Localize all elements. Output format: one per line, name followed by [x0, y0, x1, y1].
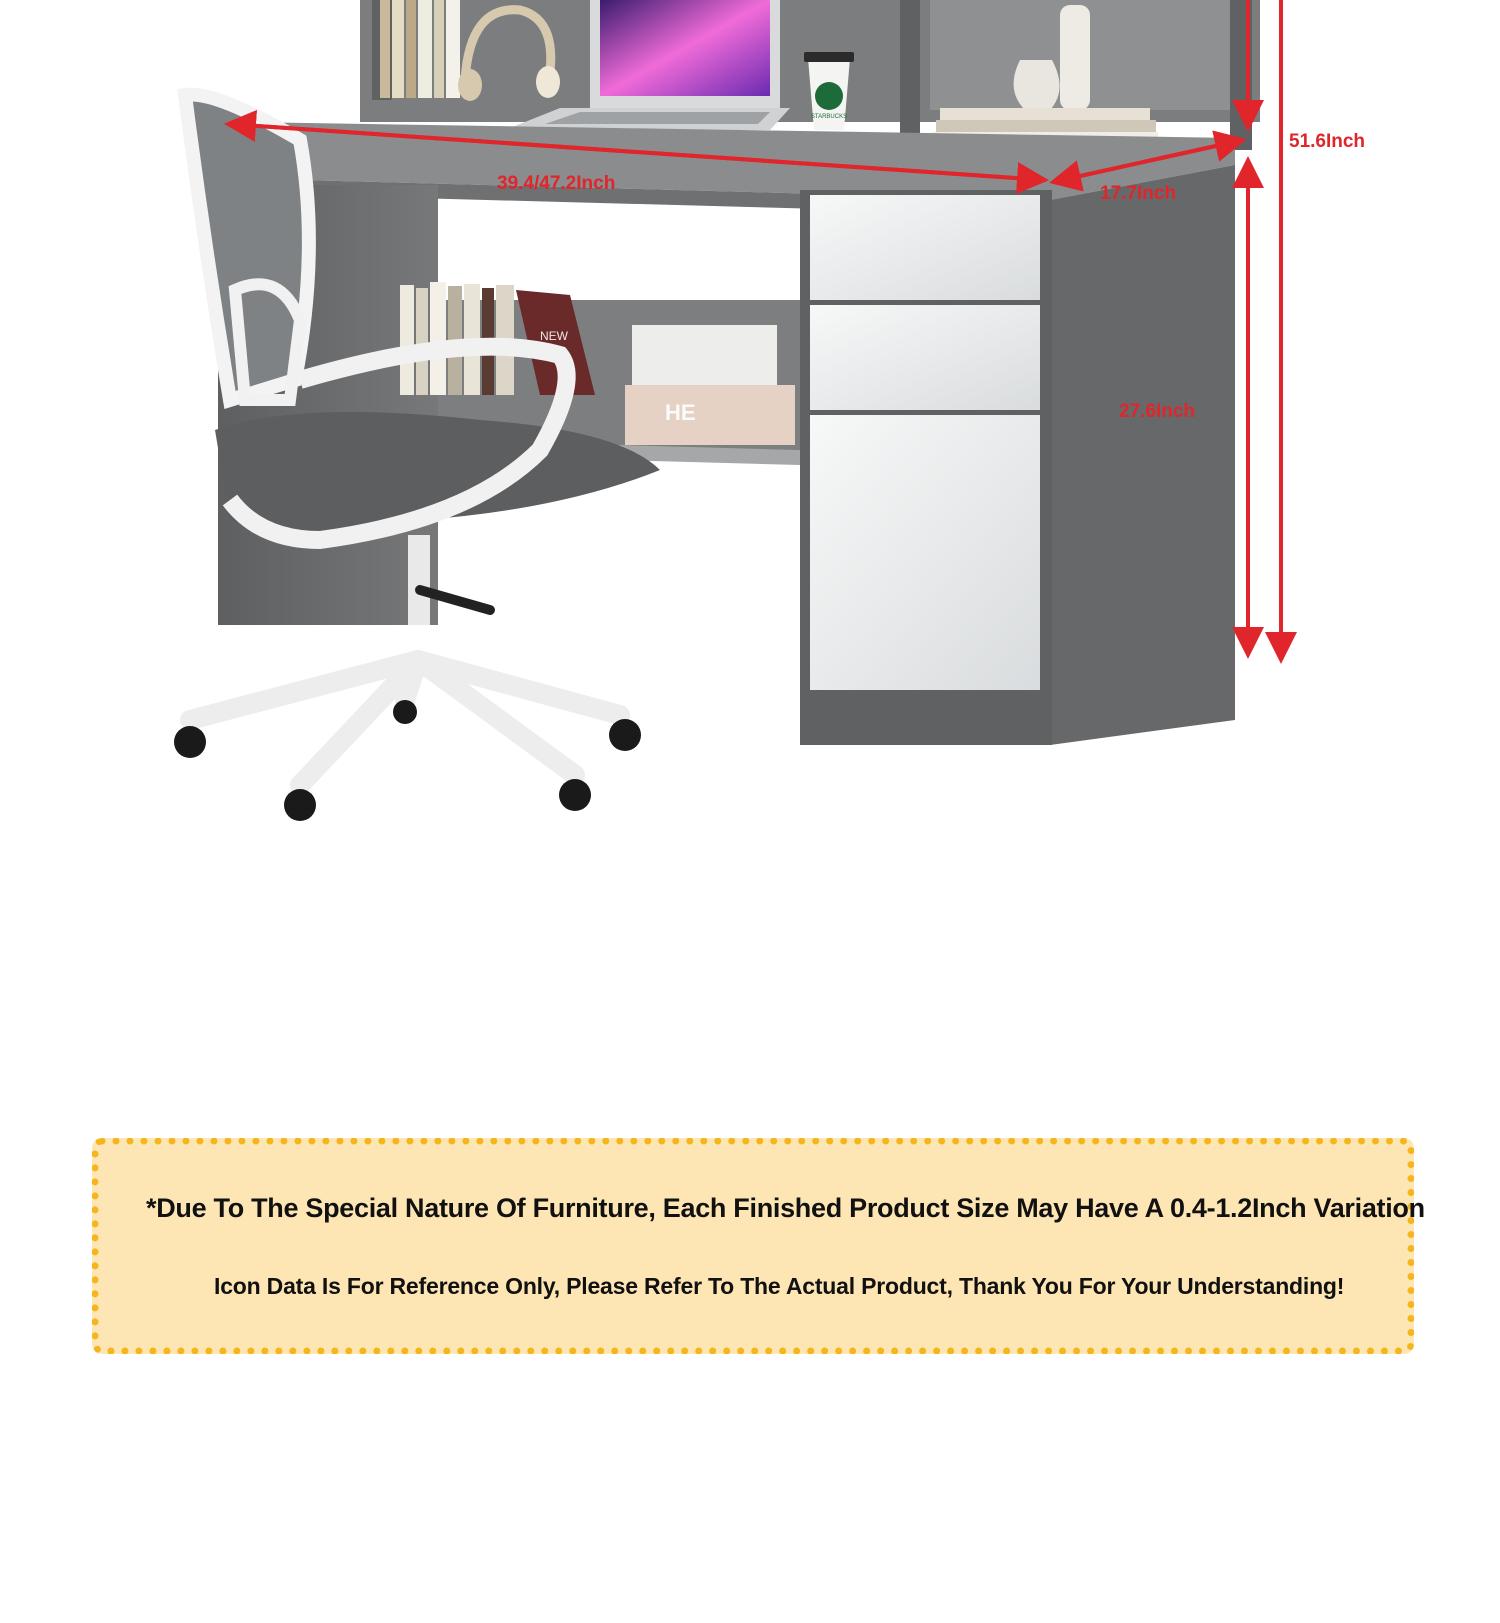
- cup-brand: STARBUCKS: [810, 114, 848, 120]
- storage-boxes: [625, 325, 795, 445]
- notice-reference-text: Icon Data Is For Reference Only, Please Refer To The Actual Product, Thank You For Your Understanding!: [214, 1273, 1345, 1299]
- total-height-dimension-label: 51.6Inch: [1289, 131, 1366, 152]
- drawer-bottom: [810, 415, 1040, 690]
- drawer-top: [810, 195, 1040, 300]
- desk-right-body: [1050, 165, 1235, 745]
- box-text: HE: [665, 400, 696, 425]
- shelf-book-text: NEW: [540, 329, 568, 343]
- hutch-books: [380, 0, 460, 98]
- desk-height-dimension-label: 27.6Inch: [1119, 401, 1196, 422]
- drawers: [810, 195, 1040, 690]
- coffee-cup: [804, 52, 854, 130]
- width-dimension-label: 39.4/47.2Inch: [497, 173, 616, 194]
- size-variation-notice: [92, 1138, 1414, 1354]
- drawer-middle: [810, 305, 1040, 410]
- notice-variation-text: *Due To The Special Nature Of Furniture, Each Finished Product Size May Have A 0.4-1.2Inch Variation: [146, 1193, 1425, 1223]
- depth-dimension-label: 17.7Inch: [1100, 183, 1177, 204]
